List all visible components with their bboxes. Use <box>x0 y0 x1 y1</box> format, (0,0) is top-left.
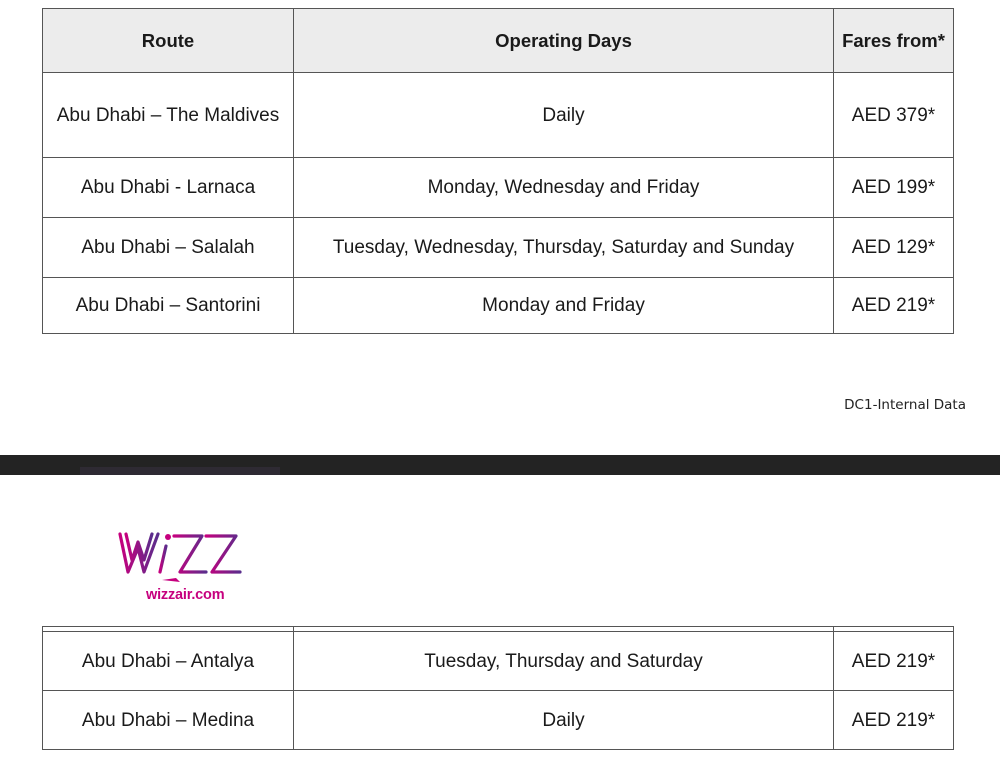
operating-days-cell: Tuesday, Thursday and Saturday <box>294 632 834 691</box>
wizz-logo-icon <box>114 524 249 586</box>
route-cell: Abu Dhabi - Larnaca <box>43 158 294 218</box>
route-cell: Abu Dhabi – The Maldives <box>43 73 294 158</box>
table-row <box>43 278 954 334</box>
operating-days-cell: Monday and Friday <box>294 278 834 334</box>
fare-cell: AED 379* <box>834 73 954 158</box>
operating-days-cell: Tuesday, Wednesday, Thursday, Saturday and Sunday <box>294 218 834 278</box>
classification-label: DC1-Internal Data <box>844 397 966 413</box>
table-row <box>43 691 954 750</box>
header-fares-from: Fares from* <box>834 9 954 73</box>
fare-cell: AED 219* <box>834 691 954 750</box>
page-divider <box>0 455 1000 475</box>
table-row <box>43 632 954 691</box>
fare-cell: AED 199* <box>834 158 954 218</box>
wizz-air-logo <box>114 524 249 604</box>
route-cell: Abu Dhabi – Santorini <box>43 278 294 334</box>
operating-days-cell: Monday, Wednesday and Friday <box>294 158 834 218</box>
route-cell: Abu Dhabi – Salalah <box>43 218 294 278</box>
fare-cell: AED 219* <box>834 632 954 691</box>
routes-table-bottom <box>42 626 954 750</box>
route-cell: Abu Dhabi – Antalya <box>43 632 294 691</box>
table-row <box>43 218 954 278</box>
header-operating-days: Operating Days <box>294 9 834 73</box>
logo-url: wizzair.com <box>146 587 225 603</box>
operating-days-cell: Daily <box>294 73 834 158</box>
operating-days-cell: Daily <box>294 691 834 750</box>
fare-cell: AED 219* <box>834 278 954 334</box>
routes-table-top <box>42 8 954 334</box>
fare-cell: AED 129* <box>834 218 954 278</box>
table-header-row <box>43 9 954 73</box>
header-route: Route <box>43 9 294 73</box>
table-row <box>43 158 954 218</box>
route-cell: Abu Dhabi – Medina <box>43 691 294 750</box>
table-row <box>43 73 954 158</box>
